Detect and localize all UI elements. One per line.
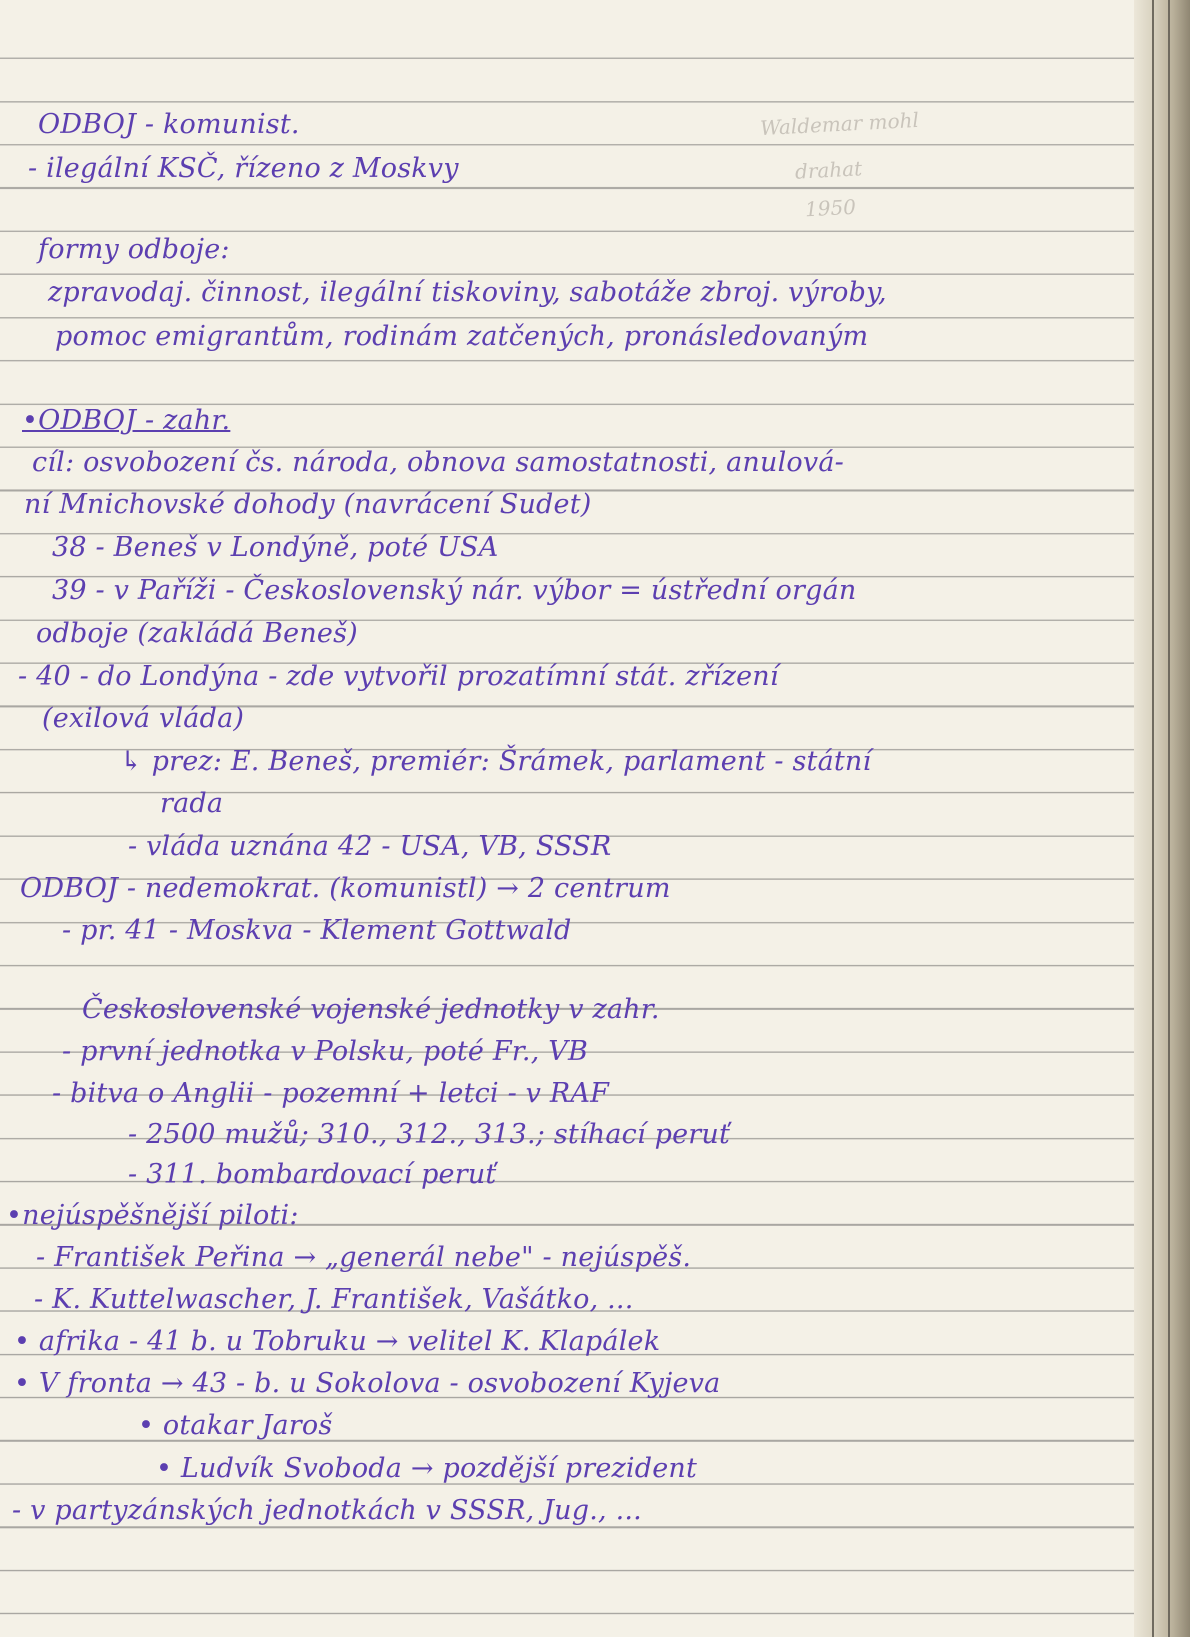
note-line: - první jednotka v Polsku, poté Fr., VB: [62, 1036, 589, 1067]
note-line: - vláda uznána 42 - USA, VB, SSSR: [128, 831, 612, 862]
note-line: - pr. 41 - Moskva - Klement Gottwald: [62, 915, 572, 946]
section-heading: •nejúspěšnější piloti:: [6, 1200, 299, 1231]
note-line: • afrika - 41 b. u Tobruku → velitel K. Klapálek: [14, 1326, 661, 1357]
note-line: - František Peřina → „generál nebe" - nejúspěš.: [36, 1242, 692, 1273]
section-heading: Československé vojenské jednotky v zahr.: [82, 994, 660, 1025]
section-heading: formy odboje:: [38, 234, 230, 265]
note-line: - v partyzánských jednotkách v SSSR, Jug., ...: [12, 1495, 642, 1526]
binding-edge: [1168, 0, 1170, 1637]
note-line: ní Mnichovské dohody (navrácení Sudet): [24, 489, 592, 520]
note-line: rada: [160, 788, 224, 819]
note-line: ↳ prez: E. Beneš, premiér: Šrámek, parlament - státní: [120, 746, 872, 777]
note-line: pomoc emigrantům, rodinám zatčených, pronásledovaným: [55, 321, 869, 352]
note-line: - K. Kuttelwascher, J. František, Vašátko, ...: [34, 1284, 634, 1315]
section-heading: ODBOJ - nedemokrat. (komunistl) → 2 centrum: [20, 873, 671, 904]
binding-edge: [1152, 0, 1154, 1637]
note-line: odboje (zakládá Beneš): [36, 618, 358, 649]
show-through-text: 1950: [804, 194, 857, 222]
note-line: cíl: osvobození čs. národa, obnova samostatnosti, anulová-: [32, 447, 844, 478]
section-heading: •ODBOJ - zahr.: [22, 405, 231, 436]
note-line: (exilová vláda): [42, 703, 245, 734]
note-line: - bitva o Anglii - pozemní + letci - v RAF: [52, 1078, 610, 1109]
notebook-binding: [1134, 0, 1190, 1637]
show-through-text: drahat: [794, 156, 863, 184]
show-through-text: Waldemar mohl: [759, 107, 920, 141]
note-line: - 2500 mužů; 310., 312., 313.; stíhací peruť: [128, 1119, 731, 1150]
section-heading: ODBOJ - komunist.: [38, 109, 300, 140]
note-line: zpravodaj. činnost, ilegální tiskoviny, sabotáže zbroj. výroby,: [48, 277, 887, 308]
note-line: • otakar Jaroš: [138, 1410, 333, 1441]
note-line: 39 - v Paříži - Československý nár. výbor = ústřední orgán: [52, 575, 857, 606]
note-line: - 311. bombardovací peruť: [128, 1159, 497, 1190]
note-line: • V fronta → 43 - b. u Sokolova - osvobození Kyjeva: [14, 1368, 721, 1399]
note-line: - ilegální KSČ, řízeno z Moskvy: [28, 153, 459, 184]
note-line: 38 - Beneš v Londýně, poté USA: [52, 532, 499, 563]
note-line: • Ludvík Svoboda → pozdější prezident: [156, 1453, 698, 1484]
note-line: - 40 - do Londýna - zde vytvořil prozatímní stát. zřízení: [18, 661, 779, 692]
